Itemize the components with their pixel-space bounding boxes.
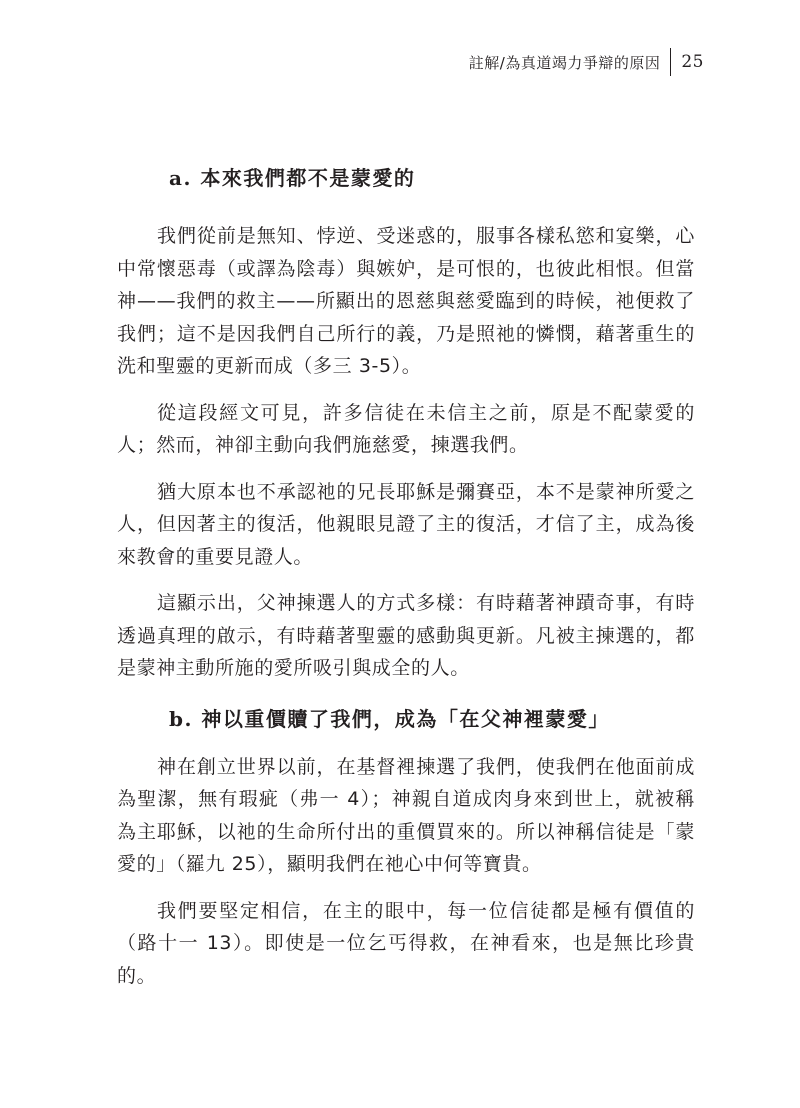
paragraph: 從這段經文可見，許多信徒在未信主之前，原是不配蒙愛的人；然而，神卻主動向我們施慈愛，揀選我們。 bbox=[117, 401, 695, 456]
paragraph: 我們要堅定相信，在主的眼中，每一位信徒都是極有價值的（路十一 13）。即使是一位乞丐得救，在神看來，也是無比珍貴的。 bbox=[117, 899, 695, 987]
page-body bbox=[117, 158, 695, 1006]
paragraph: 神在創立世界以前，在基督裡揀選了我們，使我們在他面前成為聖潔，無有瑕疵（弗一 4）；神親自道成肉身來到世上，就被稱為主耶穌，以祂的生命所付出的重價買來的。所以神稱信徒是「蒙愛的」（羅九 25），顯明我們在祂心中何等寶貴。 bbox=[117, 755, 695, 875]
chapter-title: 註解/為真道竭力爭辯的原因 bbox=[468, 53, 661, 72]
paragraph: 我們從前是無知、悖逆、受迷惑的，服事各樣私慾和宴樂，心中常懷惡毒（或譯為陰毒）與嫉妒，是可恨的，也彼此相恨。但當神——我們的救主——所顯出的恩慈與慈愛臨到的時候，祂便救了我們；這不是因我們自己所行的義，乃是照祂的憐憫，藉著重生的洗和聖靈的更新而成（多三 3-5）。 bbox=[117, 225, 695, 377]
running-header bbox=[469, 48, 704, 76]
header-divider bbox=[670, 48, 671, 76]
page-number: 25 bbox=[681, 52, 704, 72]
paragraph: 這顯示出，父神揀選人的方式多樣：有時藉著神蹟奇事，有時透過真理的啟示，有時藉著聖靈的感動與更新。凡被主揀選的，都是蒙神主動所施的愛所吸引與成全的人。 bbox=[117, 592, 695, 679]
section-heading-b: b. 神以重價贖了我們，成為「在父神裡蒙愛」 bbox=[169, 706, 610, 731]
paragraph: 猶大原本也不承認祂的兄長耶穌是彌賽亞，本不是蒙神所愛之人，但因著主的復活，他親眼見證了主的復活，才信了主，成為後來教會的重要見證人。 bbox=[117, 480, 695, 568]
section-heading-a: a. 本來我們都不是蒙愛的 bbox=[169, 166, 416, 190]
